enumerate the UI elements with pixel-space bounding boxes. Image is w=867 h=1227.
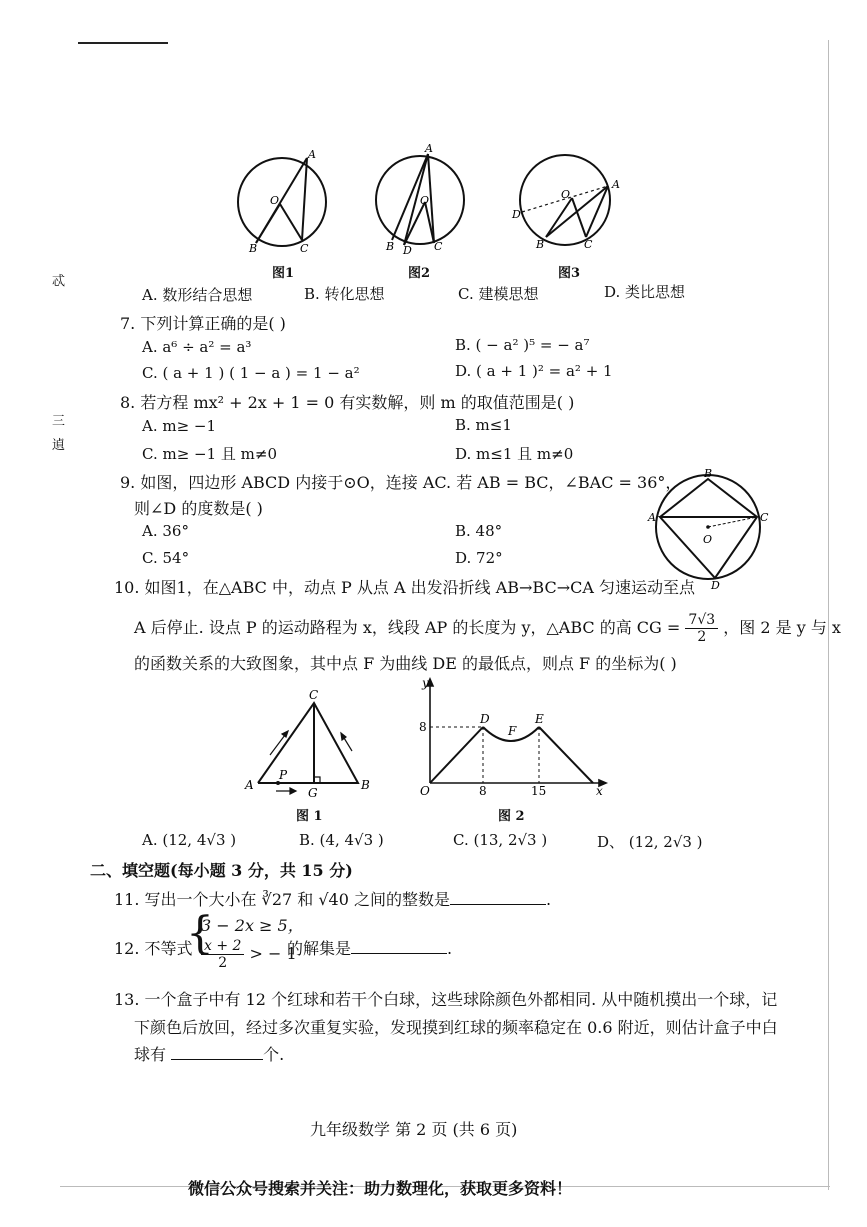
q7-stem: 7. 下列计算正确的是( ) xyxy=(120,314,286,333)
figure-caption-3: 图3 xyxy=(558,266,581,281)
q13-answer-blank[interactable] xyxy=(171,1045,263,1060)
q8-option-a[interactable]: A. m≥ −1 xyxy=(142,417,217,435)
q6-option-b[interactable]: B. 转化思想 xyxy=(304,285,385,303)
cg-fraction-den: 2 xyxy=(697,629,707,645)
q12-end: . xyxy=(447,939,453,958)
label-C: C xyxy=(584,238,593,251)
q10-option-c[interactable]: C. (13, 2√3 ) xyxy=(453,831,548,849)
q12-brace: { xyxy=(186,908,214,959)
q6-figures xyxy=(220,140,640,280)
q9-figure xyxy=(645,465,775,590)
q10-line-2b: ，图 2 是 y 与 x xyxy=(723,618,841,637)
q10-line-3: 的函数关系的大致图象，其中点 F 为曲线 DE 的最低点，则点 F 的坐标为( ) xyxy=(134,654,677,673)
label-x-15: 15 xyxy=(531,784,547,798)
label-P: P xyxy=(279,768,288,782)
cg-fraction xyxy=(685,612,718,645)
q9-stem-2: 则∠D 的度数是( ) xyxy=(134,499,263,518)
q9-stem: 9. 如图，四边形 ABCD 内接于⊙O，连接 AC. 若 AB = BC，∠BAC = 36°， xyxy=(120,473,682,492)
q13-line-2: 下颜色后放回，经过多次重复实验，发现摸到红球的频率稳定在 0.6 附近，则估计盒子中白 xyxy=(134,1018,778,1037)
label-D: D xyxy=(403,244,412,257)
q12-inequality-2-rest: > − 1 xyxy=(249,944,297,963)
q13-line-1: 13. 一个盒子中有 12 个红球和若干个白球，这些球除颜色外都相同. 从中随机摸出一个球，记 xyxy=(114,990,778,1009)
q12-label: 12. 不等式 xyxy=(114,939,193,958)
margin-mark: 忒 xyxy=(52,274,66,289)
label-E: E xyxy=(535,712,544,726)
q8-stem: 8. 若方程 mx² + 2x + 1 = 0 有实数解，则 m 的取值范围是( ) xyxy=(120,393,575,412)
label-O: O xyxy=(270,194,280,207)
q11-end: . xyxy=(546,890,552,909)
figure-caption-2: 图2 xyxy=(408,266,431,281)
q12-inequality-1: 3 − 2x ≥ 5， xyxy=(201,916,304,935)
label-D: D xyxy=(512,208,521,221)
label-A: A xyxy=(425,142,433,155)
q12-answer-blank[interactable] xyxy=(351,939,447,954)
q10-line-2 xyxy=(134,612,841,645)
q10-option-a[interactable]: A. (12, 4√3 ) xyxy=(142,831,237,849)
q10-figure-2-caption: 图 2 xyxy=(498,809,525,824)
q13-line-3a: 球有 xyxy=(134,1045,167,1064)
label-B: B xyxy=(704,467,713,480)
q10-option-d[interactable]: D、 (12, 2√3 ) xyxy=(597,833,703,851)
q12-fraction-den: 2 xyxy=(218,955,228,971)
q13-line-3b: 个. xyxy=(263,1045,285,1064)
label-y-8: 8 xyxy=(419,720,427,734)
q9-option-c[interactable]: C. 54° xyxy=(142,549,190,567)
label-C: C xyxy=(760,511,769,524)
label-origin: O xyxy=(420,784,430,798)
q10-option-b[interactable]: B. (4, 4√3 ) xyxy=(299,831,384,849)
label-B: B xyxy=(249,242,258,255)
q10-line-1: 10. 如图1，在△ABC 中，动点 P 从点 A 出发沿折线 AB→BC→CA 匀速运动至点 xyxy=(114,578,696,597)
label-x: x xyxy=(596,784,603,798)
q6-option-a[interactable]: A. 数形结合思想 xyxy=(142,286,253,304)
q7-option-a[interactable]: A. a⁶ ÷ a² = a³ xyxy=(142,338,252,356)
q12-fraction xyxy=(201,938,244,971)
q8-option-c[interactable]: C. m≥ −1 且 m≠0 xyxy=(142,445,278,463)
label-C: C xyxy=(300,242,309,255)
q10-figure-1-caption: 图 1 xyxy=(296,809,323,824)
q11-answer-blank[interactable] xyxy=(450,890,546,905)
section-2-title: 二、填空题(每小题 3 分，共 15 分) xyxy=(90,861,353,880)
label-C: C xyxy=(309,688,319,702)
label-D: D xyxy=(711,579,720,590)
q10-figure-1 xyxy=(240,685,380,805)
footer-ad: 微信公众号搜索并关注：助力数理化，获取更多资料！ xyxy=(188,1179,573,1198)
label-B: B xyxy=(386,240,395,253)
q9-option-a[interactable]: A. 36° xyxy=(142,522,189,540)
label-x-8: 8 xyxy=(479,784,487,798)
page-footer: 九年级数学 第 2 页 (共 6 页) xyxy=(310,1120,518,1139)
q9-option-b[interactable]: B. 48° xyxy=(455,522,503,540)
q11 xyxy=(114,887,551,910)
cg-fraction-num: 7√3 xyxy=(685,612,718,629)
q9-option-d[interactable]: D. 72° xyxy=(455,549,503,567)
label-B: B xyxy=(536,238,545,251)
label-y: y xyxy=(422,676,429,690)
q12-tail xyxy=(287,936,452,959)
label-C: C xyxy=(434,240,443,253)
label-A: A xyxy=(648,511,656,524)
figure-caption-1: 图1 xyxy=(272,266,295,281)
q12-fraction-num: x + 2 xyxy=(201,938,244,955)
q10-line-2a: A 后停止. 设点 P 的运动路程为 x，线段 AP 的长度为 y，△ABC 的高 CG = xyxy=(134,618,681,637)
q6-option-d[interactable]: D. 类比思想 xyxy=(604,283,686,301)
q12-tail-text: 的解集是 xyxy=(287,939,352,958)
q7-option-d[interactable]: D. ( a + 1 )² = a² + 1 xyxy=(455,362,613,380)
label-O: O xyxy=(420,194,430,207)
q8-option-d[interactable]: D. m≤1 且 m≠0 xyxy=(455,445,574,463)
label-A: A xyxy=(612,178,620,191)
label-O: O xyxy=(703,533,713,546)
label-A: A xyxy=(308,148,316,161)
label-B: B xyxy=(361,778,370,792)
label-F: F xyxy=(508,724,517,738)
q13-line-3 xyxy=(134,1042,284,1065)
q7-option-c[interactable]: C. ( a + 1 ) ( 1 − a ) = 1 − a² xyxy=(142,364,360,382)
margin-mark: 三 xyxy=(52,414,66,429)
q7-option-b[interactable]: B. ( − a² )⁵ = − a⁷ xyxy=(455,336,590,354)
q6-option-c[interactable]: C. 建模思想 xyxy=(458,285,539,303)
label-O: O xyxy=(561,188,571,201)
q8-option-b[interactable]: B. m≤1 xyxy=(455,416,512,434)
q11-text: 11. 写出一个大小在 ∛27 和 √40 之间的整数是 xyxy=(114,890,450,909)
header-rule xyxy=(78,42,168,44)
figure-1 xyxy=(238,158,326,246)
label-D: D xyxy=(480,712,490,726)
label-G: G xyxy=(308,786,318,800)
margin-mark: 遉 xyxy=(52,438,66,453)
q10-figure-2 xyxy=(410,675,610,800)
label-A: A xyxy=(245,778,254,792)
q12-inequality-2 xyxy=(201,938,297,971)
